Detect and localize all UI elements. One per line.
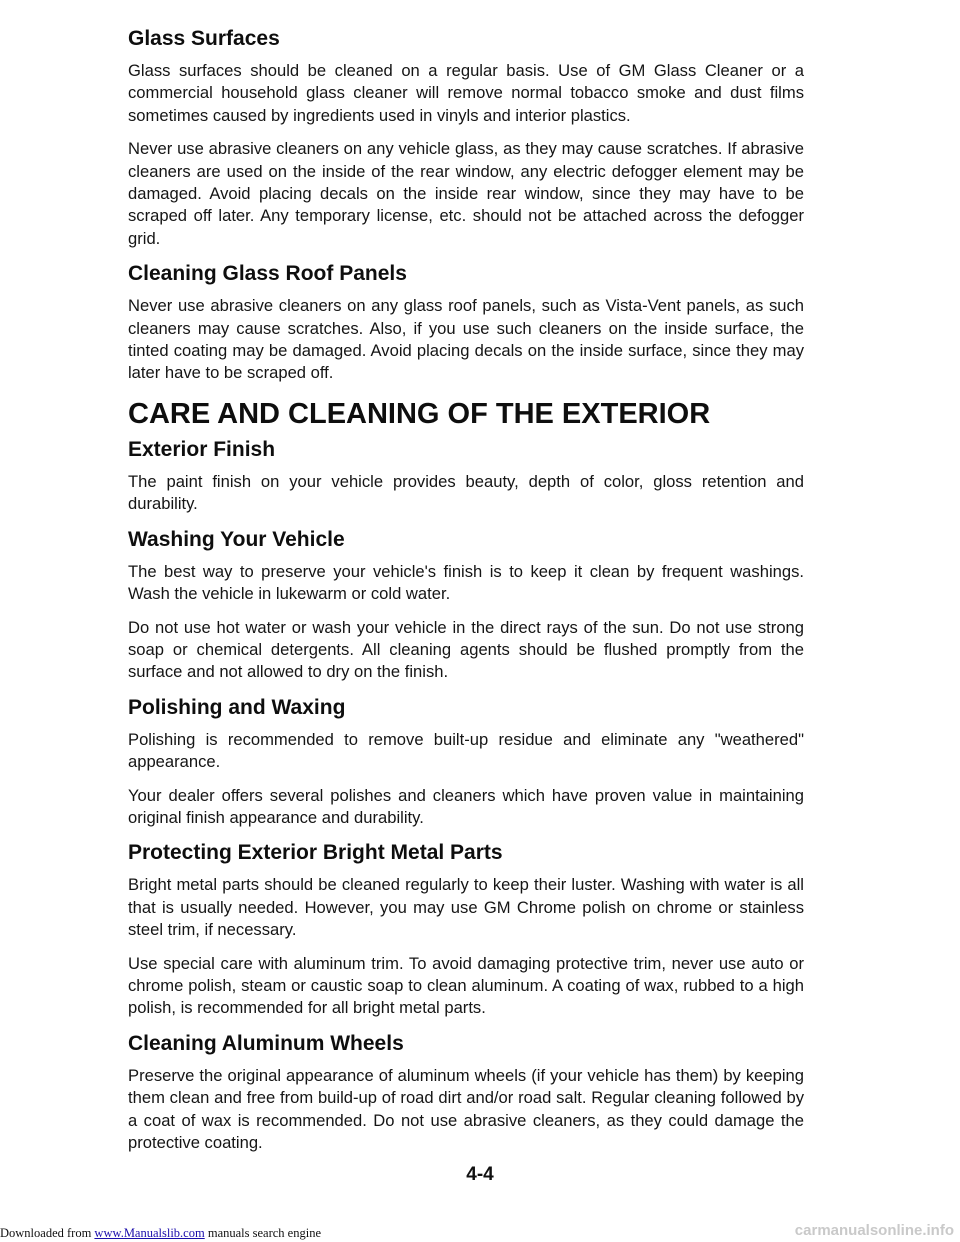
heading-exterior-finish: Exterior Finish <box>128 437 276 461</box>
heading-washing: Washing Your Vehicle <box>128 527 345 551</box>
section-washing <box>128 527 804 684</box>
section-glass-surfaces <box>128 26 804 250</box>
section-glass-roof <box>128 261 804 385</box>
manualslib-link[interactable]: www.Manualslib.com <box>94 1226 205 1240</box>
heading-glass-roof-panels: Cleaning Glass Roof Panels <box>128 262 407 286</box>
paragraph: The best way to preserve your vehicle's finish is to keep it clean by frequent washings. Wash the vehicle in lukewarm or cold water. <box>128 561 804 604</box>
heading-aluminum-wheels: Cleaning Aluminum Wheels <box>128 1031 404 1055</box>
paragraph: Never use abrasive cleaners on any vehicle glass, as they may cause scratches. If abrasive cleaners are used on the inside of the rear window, any electric defogger element may be damaged. Avoid placing decals on the inside rear window, since they may have to be scraped off later. Any temporary license, etc. should not be attached across the defogger grid. <box>128 139 804 248</box>
heading-bright-metal: Protecting Exterior Bright Metal Parts <box>128 841 503 865</box>
paragraph: Your dealer offers several polishes and cleaners which have proven value in maintaining original finish appearance and durability. <box>128 785 804 827</box>
page-number: 4-4 <box>466 1164 494 1185</box>
page-content <box>128 26 804 1165</box>
paragraph: Glass surfaces should be cleaned on a regular basis. Use of GM Glass Cleaner or a commercial household glass cleaner will remove normal tobacco smoke and dust films sometimes caused by ingredients used in vinyls and interior plastics. <box>128 61 804 125</box>
section-title-exterior: CARE AND CLEANING OF THE EXTERIOR <box>128 397 711 430</box>
section-polishing <box>128 695 804 830</box>
watermark: carmanualsonline.info <box>794 1222 954 1239</box>
paragraph: Bright metal parts should be cleaned regularly to keep their luster. Washing with water is all that is usually needed. However, you may use GM Chrome polish on chrome or stainless steel trim, if necessary. <box>128 875 804 940</box>
footer-prefix: Downloaded from <box>0 1226 95 1240</box>
section-bright-metal <box>128 840 804 1019</box>
paragraph: Preserve the original appearance of aluminum wheels (if your vehicle has them) by keeping them clean and free from build-up of road dirt and/or road salt. Regular cleaning followed by a coat of wax is recommended. Do not use abrasive cleaners, as they could damage the protective coating. <box>128 1065 804 1152</box>
section-exterior-finish <box>128 437 804 516</box>
footer-suffix: manuals search engine <box>204 1226 321 1240</box>
section-aluminum-wheels <box>128 1031 804 1155</box>
download-footer <box>0 1226 321 1241</box>
paragraph: Use special care with aluminum trim. To avoid damaging protective trim, never use auto or chrome polish, steam or caustic soap to clean aluminum. A coating of wax, rubbed to a high polish, is recommended for all bright metal parts. <box>128 953 804 1018</box>
heading-glass-surfaces: Glass Surfaces <box>128 27 280 50</box>
paragraph: Polishing is recommended to remove built-up residue and eliminate any "weathered" appearance. <box>128 729 804 772</box>
heading-polishing: Polishing and Waxing <box>128 695 346 719</box>
paragraph: The paint finish on your vehicle provides beauty, depth of color, gloss retention and durability. <box>128 471 804 514</box>
paragraph: Never use abrasive cleaners on any glass roof panels, such as Vista-Vent panels, as such cleaners may cause scratches. Also, if you use such cleaners on the inside surface, the tinted coating may be damaged. Avoid placing decals on the inside surface, since they may later have to be scraped off. <box>128 296 804 383</box>
paragraph: Do not use hot water or wash your vehicle in the direct rays of the sun. Do not use strong soap or chemical detergents. All cleaning agents should be flushed promptly from the surface and not allowed to dry on the finish. <box>128 617 804 682</box>
